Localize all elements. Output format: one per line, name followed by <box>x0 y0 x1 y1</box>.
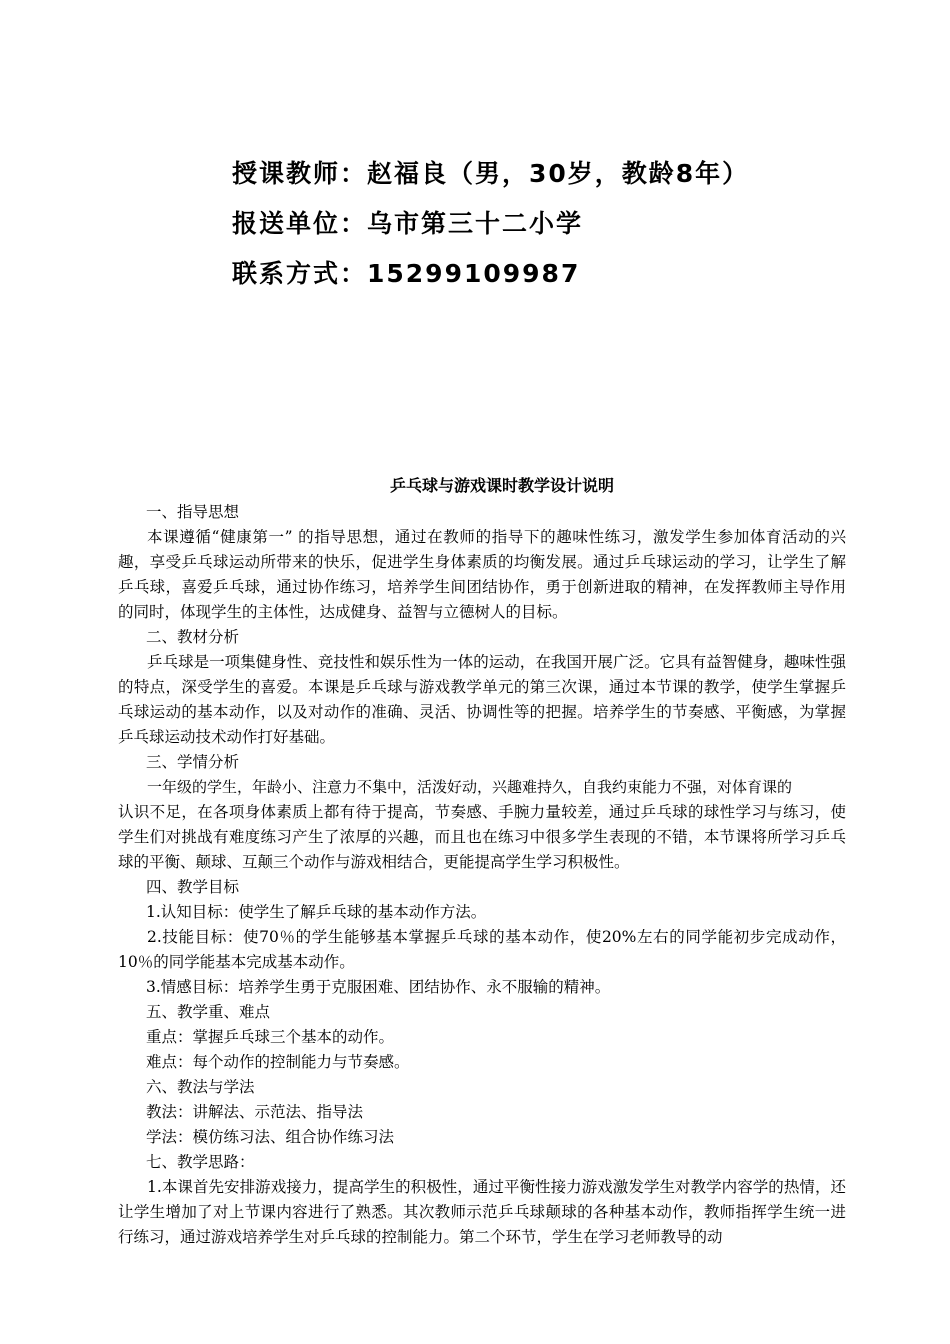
document-body <box>118 472 846 1250</box>
section-heading-students: 三、学情分析 <box>146 753 240 771</box>
goal-emotion: 3.情感目标：培养学生勇于克服困难、团结协作、永不服输的精神。 <box>146 978 611 996</box>
section-heading-material: 二、教材分析 <box>146 628 240 646</box>
document-title: 乒乓球与游戏课时教学设计说明 <box>389 476 614 495</box>
paragraph-approach: 1.本课首先安排游戏接力，提高学生的积极性，通过平衡性接力游戏激发学生对教学内容学的热情，还让学生增加了对上节课内容进行了熟悉。其次教师示范乒乓球颠球的各种基本动作，教师指挥学生统一进行练习，通过游戏培养学生对乒乓球的控制能力。第二个环节，学生在学习老师教导的动 <box>118 1178 846 1246</box>
teaching-method: 教法：讲解法、示范法、指导法 <box>146 1103 364 1121</box>
section-heading-key-points: 五、教学重、难点 <box>146 1003 271 1021</box>
section-heading-approach: 七、教学思路： <box>146 1153 255 1171</box>
section-heading-methods: 六、教法与学法 <box>146 1078 255 1096</box>
paragraph-students-lead: 一年级的学生，年龄小、注意力不集中，活泼好动，兴趣难持久，自我约束能力不强，对体育课的 <box>147 778 793 796</box>
unit-line: 报送单位：乌市第三十二小学 <box>232 209 584 238</box>
goal-cognitive: 1.认知目标：使学生了解乒乓球的基本动作方法。 <box>146 903 487 921</box>
goal-skill: 2.技能目标：使70％的学生能够基本掌握乒乓球的基本动作，使20%左右的同学能初步完成动作，10％的同学能基本完成基本动作。 <box>118 928 846 971</box>
paragraph-material: 乒乓球是一项集健身性、竞技性和娱乐性为一体的运动，在我国开展广泛。它具有益智健身，趣味性强的特点，深受学生的喜爱。本课是乒乓球与游戏教学单元的第三次课，通过本节课的教学，使学生掌握乒乓球运动的基本动作，以及对动作的准确、灵活、协调性等的把握。培养学生的节奏感、平衡感，为掌握乒乓球运动技术动作打好基础。 <box>118 653 846 746</box>
key-point: 重点：掌握乒乓球三个基本的动作。 <box>146 1028 395 1046</box>
learning-method: 学法：模仿练习法、组合协作练习法 <box>146 1128 395 1146</box>
paragraph-students-rest: 认识不足，在各项身体素质上都有待于提高，节奏感、手腕力量较差，通过乒乓球的球性学习与练习，使学生们对挑战有难度练习产生了浓厚的兴趣，而且也在练习中很多学生表现的不错，本节课将所学习乒乓球的平衡、颠球、互颠三个动作与游戏相结合，更能提高学生学习积极性。 <box>118 803 846 871</box>
contact-line: 联系方式：15299109987 <box>232 259 581 288</box>
paragraph-guiding: 本课遵循“健康第一” 的指导思想，通过在教师的指导下的趣味性练习，激发学生参加体育活动的兴趣，享受乒乓球运动所带来的快乐，促进学生身体素质的均衡发展。通过乒乓球运动的学习，让学生了解乒乓球，喜爱乒乓球，通过协作练习，培养学生间团结协作，勇于创新进取的精神，在发挥教师主导作用的同时，体现学生的主体性，达成健身、益智与立德树人的目标。 <box>118 528 846 621</box>
teacher-line: 授课教师：赵福良（男，30岁，教龄8年） <box>232 159 750 188</box>
section-heading-goals: 四、教学目标 <box>146 878 240 896</box>
difficult-point: 难点：每个动作的控制能力与节奏感。 <box>146 1053 410 1071</box>
header-info <box>232 154 749 304</box>
section-heading-guiding: 一、指导思想 <box>146 503 240 521</box>
